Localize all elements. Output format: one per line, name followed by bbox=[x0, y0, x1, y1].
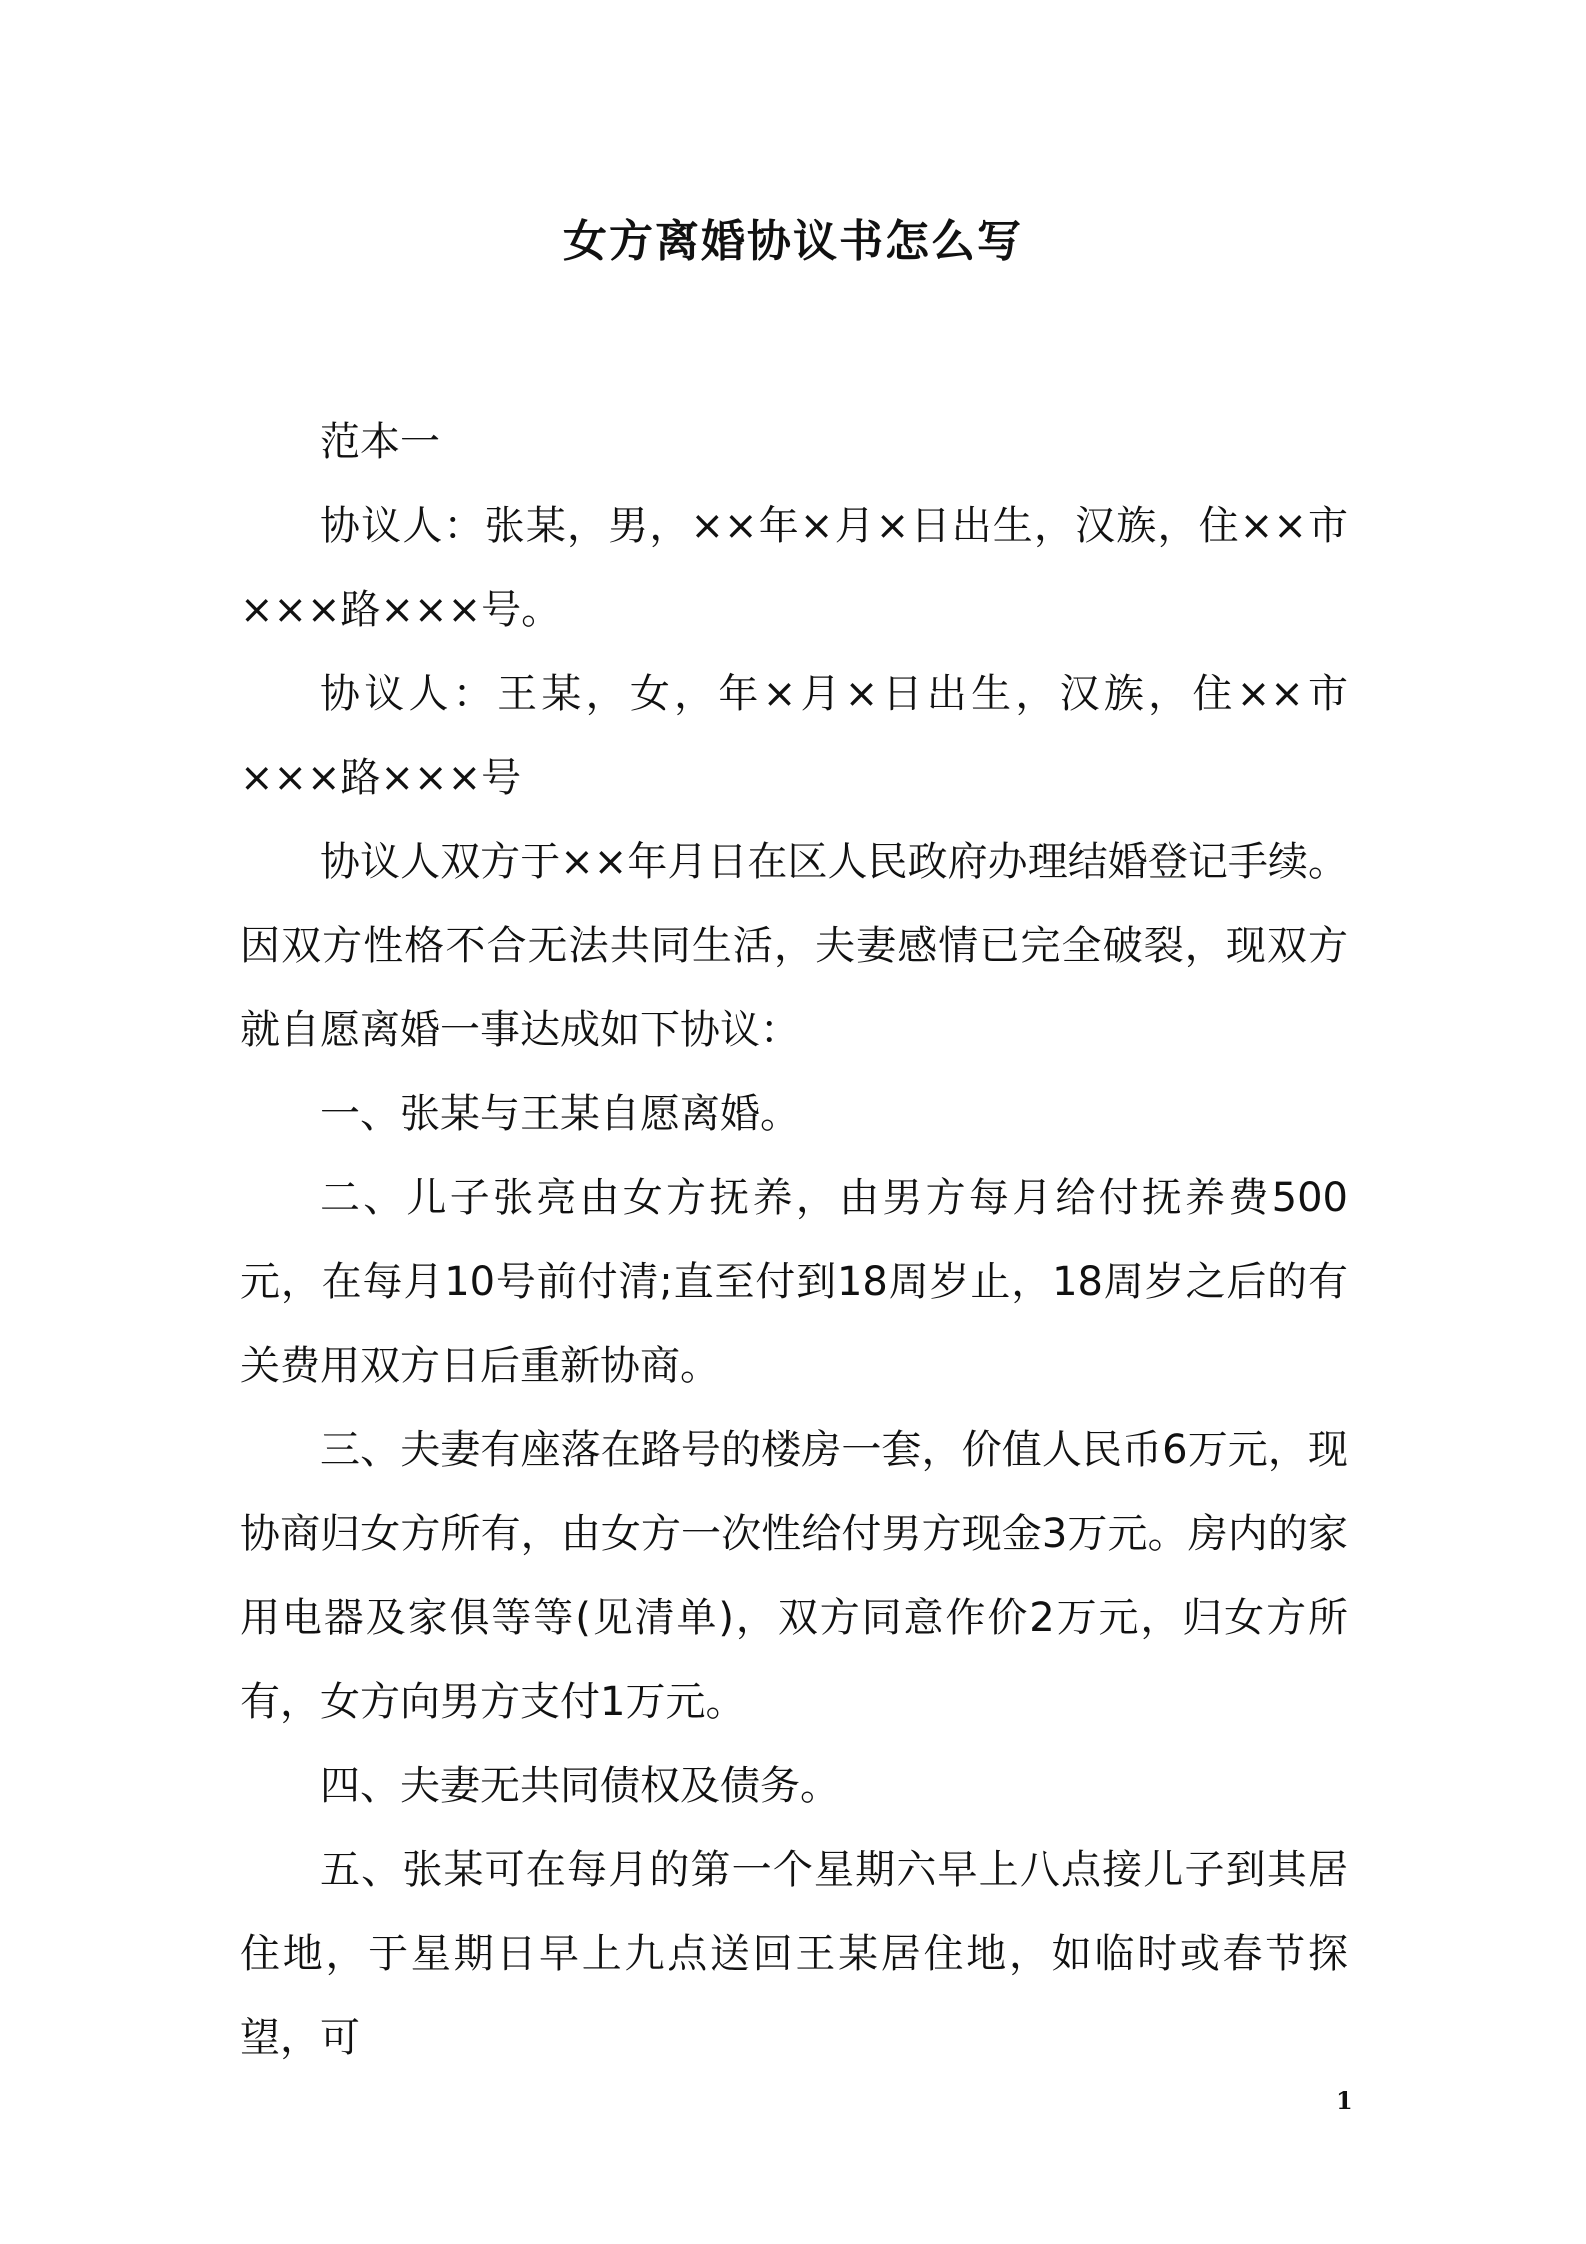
page-number: 1 bbox=[1336, 2086, 1353, 2115]
paragraph-clause-2: 二、儿子张亮由女方抚养，由男方每月给付抚养费500元，在每月10号前付清;直至付到18周岁止，18周岁之后的有关费用双方日后重新协商。 bbox=[240, 1175, 1348, 1389]
paragraph-party-one: 协议人：张某，男，××年×月×日出生，汉族，住××市×××路×××号。 bbox=[240, 503, 1348, 633]
document-body bbox=[240, 400, 1348, 2080]
document-title: 女方离婚协议书怎么写 bbox=[563, 216, 1023, 267]
paragraph-template-heading: 范本一 bbox=[320, 419, 440, 465]
paragraph-clause-1: 一、张某与王某自愿离婚。 bbox=[320, 1091, 800, 1137]
paragraph-clause-4: 四、夫妻无共同债权及债务。 bbox=[320, 1763, 840, 1809]
paragraph-clause-3: 三、夫妻有座落在路号的楼房一套，价值人民币6万元，现协商归女方所有，由女方一次性给付男方现金3万元。房内的家用电器及家俱等等(见清单)，双方同意作价2万元，归女方所有，女方向男方支付1万元。 bbox=[240, 1427, 1348, 1725]
paragraph-party-two: 协议人：王某，女，年×月×日出生，汉族，住××市×××路×××号 bbox=[240, 671, 1348, 801]
paragraph-clause-5: 五、张某可在每月的第一个星期六早上八点接儿子到其居住地，于星期日早上九点送回王某居住地，如临时或春节探望，可 bbox=[240, 1847, 1348, 2061]
paragraph-preamble: 协议人双方于××年月日在区人民政府办理结婚登记手续。因双方性格不合无法共同生活，夫妻感情已完全破裂，现双方就自愿离婚一事达成如下协议： bbox=[240, 839, 1348, 1053]
